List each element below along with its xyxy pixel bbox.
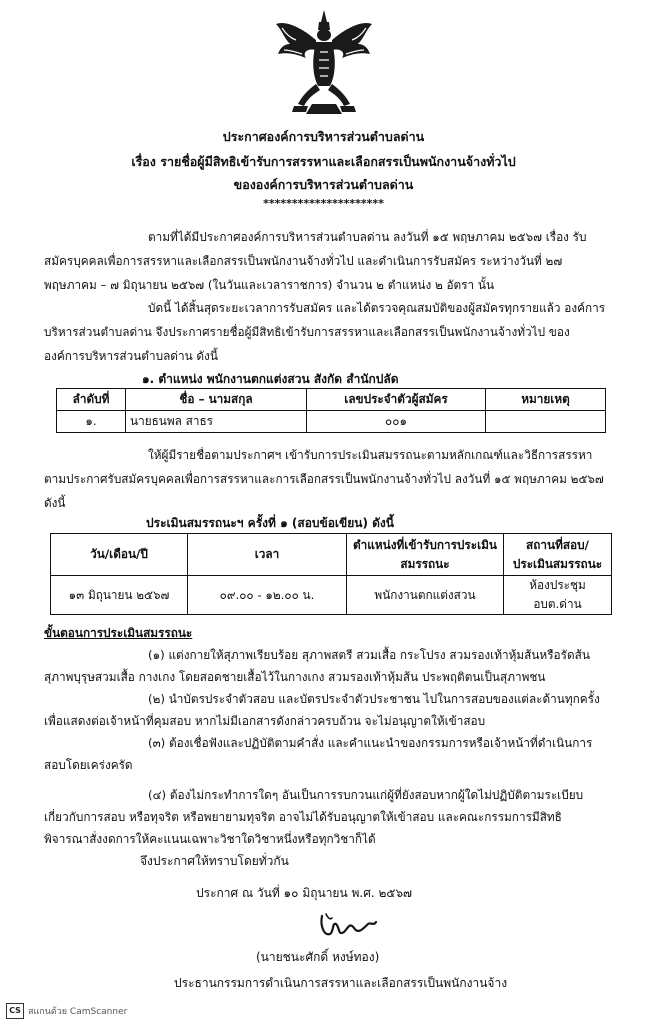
assessment-steps (44, 622, 610, 850)
table-header-cell: ตำแหน่งที่เข้ารับการประเมินสมรรถนะ (347, 534, 504, 576)
signer-title: ประธานกรรมการดำเนินการสรรหาและเลือกสรรเป็นพนักงานจ้าง (174, 976, 508, 990)
table-header-row (51, 534, 612, 576)
assessment-table (50, 533, 612, 615)
closing-announce: จึงประกาศให้ทราบโดยทั่วกัน (140, 854, 289, 868)
table-header-cell: เวลา (188, 534, 347, 576)
garuda-emblem-icon (272, 8, 376, 120)
step-1-line-1: (๑) แต่งกายให้สุภาพเรียบร้อย สุภาพสตรี สวมเสื้อ กระโปรง สวมรองเท้าหุ้มส้นหรือรัดส้น (148, 648, 590, 662)
candidates-table (56, 388, 606, 433)
table-header-cell: หมายเหตุ (486, 389, 606, 411)
table-header-cell: ลำดับที่ (57, 389, 126, 411)
table-header-cell: เลขประจำตัวผู้สมัคร (307, 389, 486, 411)
table-row (51, 576, 612, 615)
separator-stars: ********************* (263, 197, 384, 210)
announcement-subject: เรื่อง รายชื่อผู้มีสิทธิเข้ารับการสรรหาและเลือกสรรเป็นพนักงานจ้างทั่วไป (131, 154, 516, 169)
signer-name: (นายชนะศักดิ์ หงษ์ทอง) (256, 950, 380, 964)
table-cell: ๑๓ มิถุนายน ๒๕๖๗ (51, 576, 188, 615)
announcement-date: ประกาศ ณ วันที่ ๑๐ มิถุนายน พ.ศ. ๒๕๖๗ (196, 886, 413, 900)
step-4-line-2: เกี่ยวกับการสอบ หรือทุจริต หรือพยายามทุจริต อาจไม่ได้รับอนุญาตให้เข้าสอบ และคณะกรรมการมีสิทธิ (44, 810, 562, 824)
assessment-title: ประเมินสมรรถนะฯ ครั้งที่ ๑ (สอบข้อเขียน) ดังนี้ (146, 516, 394, 530)
table-cell: ห้องประชุม อบต.ด่าน (504, 576, 612, 615)
step-3-line-1: (๓) ต้องเชื่อฟังและปฏิบัติตามคำสั่ง และคำแนะนำของกรรมการหรือเจ้าหน้าที่ดำเนินการ (148, 736, 593, 750)
paragraph-announcement: บัดนี้ ได้สิ้นสุดระยะเวลาการรับสมัคร และได้ตรวจคุณสมบัติของผู้สมัครทุกรายแล้ว องค์การบริหารส่วนตำบลด่าน จึงประกาศรายชื่อผู้มีสิทธิเข้ารับการสรรหาและเลือกสรรเป็นพนักงานจ้างทั่วไป ขององค์การบริหารส่วนตำบลด่าน ดังนี้ (44, 301, 606, 363)
table-row (57, 411, 606, 433)
step-2-line-2: เพื่อแสดงต่อเจ้าหน้าที่คุมสอบ หากไม่มีเอกสารดังกล่าวครบถ้วน จะไม่อนุญาตให้เข้าสอบ (44, 714, 486, 728)
announcement-org: ขององค์การบริหารส่วนตำบลด่าน (233, 177, 414, 192)
table-cell (486, 411, 606, 433)
handwritten-signature (318, 910, 378, 944)
steps-heading: ขั้นตอนการประเมินสมรรถนะ (44, 626, 193, 640)
step-4-line-1: (๔) ต้องไม่กระทำการใดๆ อันเป็นการรบกวนแก่ผู้ที่ยังสอบหากผู้ใดไม่ปฏิบัติตามระเบียบ (148, 788, 584, 802)
step-2-line-1: (๒) นำบัตรประจำตัวสอบ และบัตรประจำตัวประชาชน ไปในการสอบของแต่ละด้านทุกครั้ง (148, 692, 600, 706)
step-3-line-2: สอบโดยเคร่งครัด (44, 758, 133, 772)
table-header-cell: สถานที่สอบ/ประเมินสมรรถนะ (504, 534, 612, 576)
announcement-title: ประกาศองค์การบริหารส่วนตำบลด่าน (222, 129, 425, 144)
watermark-text: สแกนด้วย CamScanner (28, 1007, 128, 1017)
step-4-line-3: พิจารณาสั่งงดการให้คะแนนเฉพาะวิชาใดวิชาหนึ่งหรือทุกวิชาก็ได้ (44, 832, 376, 846)
paragraph-intro: ตามที่ได้มีประกาศองค์การบริหารส่วนตำบลด่าน ลงวันที่ ๑๕ พฤษภาคม ๒๕๖๗ เรื่อง รับสมัครบุคคลเพื่อการสรรหาและเลือกสรรเป็นพนักงานจ้างทั่วไป และดำเนินการรับสมัคร ระหว่างวันที่ ๒๗ พฤษภาคม – ๗ มิถุนายน ๒๕๖๗ (ในวันและเวลาราชการ) จำนวน ๒ ตำแหน่ง ๒ อัตรา นั้น (44, 230, 587, 292)
table-header-cell: ชื่อ – นามสกุล (126, 389, 307, 411)
table-cell: ๑. (57, 411, 126, 433)
scanner-watermark (6, 1003, 127, 1019)
table-cell: พนักงานตกแต่งสวน (347, 576, 504, 615)
table-cell: ๐๐๑ (307, 411, 486, 433)
step-1-line-2: สุภาพบุรุษสวมเสื้อ กางเกง โดยสอดชายเสื้อไว้ในกางเกง สวมรองเท้าหุ้มส้น ประพฤติตนเป็นสุภาพชน (44, 670, 546, 684)
paragraph-assessment-intro: ให้ผู้มีรายชื่อตามประกาศฯ เข้ารับการประเมินสมรรถนะตามหลักเกณฑ์และวิธีการสรรหา ตามประกาศรับสมัครบุคคลเพื่อการสรรหาและการเลือกสรรเป็นพนักงานจ้างทั่วไป ลงวันที่ ๑๕ พฤษภาคม ๒๕๖๗ ดังนี้ (44, 448, 604, 510)
position-title: ๑. ตำแหน่ง พนักงานตกแต่งสวน สังกัด สำนักปลัด (142, 372, 399, 386)
table-cell: นายธนพล สาธร (126, 411, 307, 433)
table-cell: ๐๙.๐๐ - ๑๒.๐๐ น. (188, 576, 347, 615)
camscanner-logo-icon: CS (6, 1003, 24, 1019)
table-header-cell: วัน/เดือน/ปี (51, 534, 188, 576)
table-header-row (57, 389, 606, 411)
